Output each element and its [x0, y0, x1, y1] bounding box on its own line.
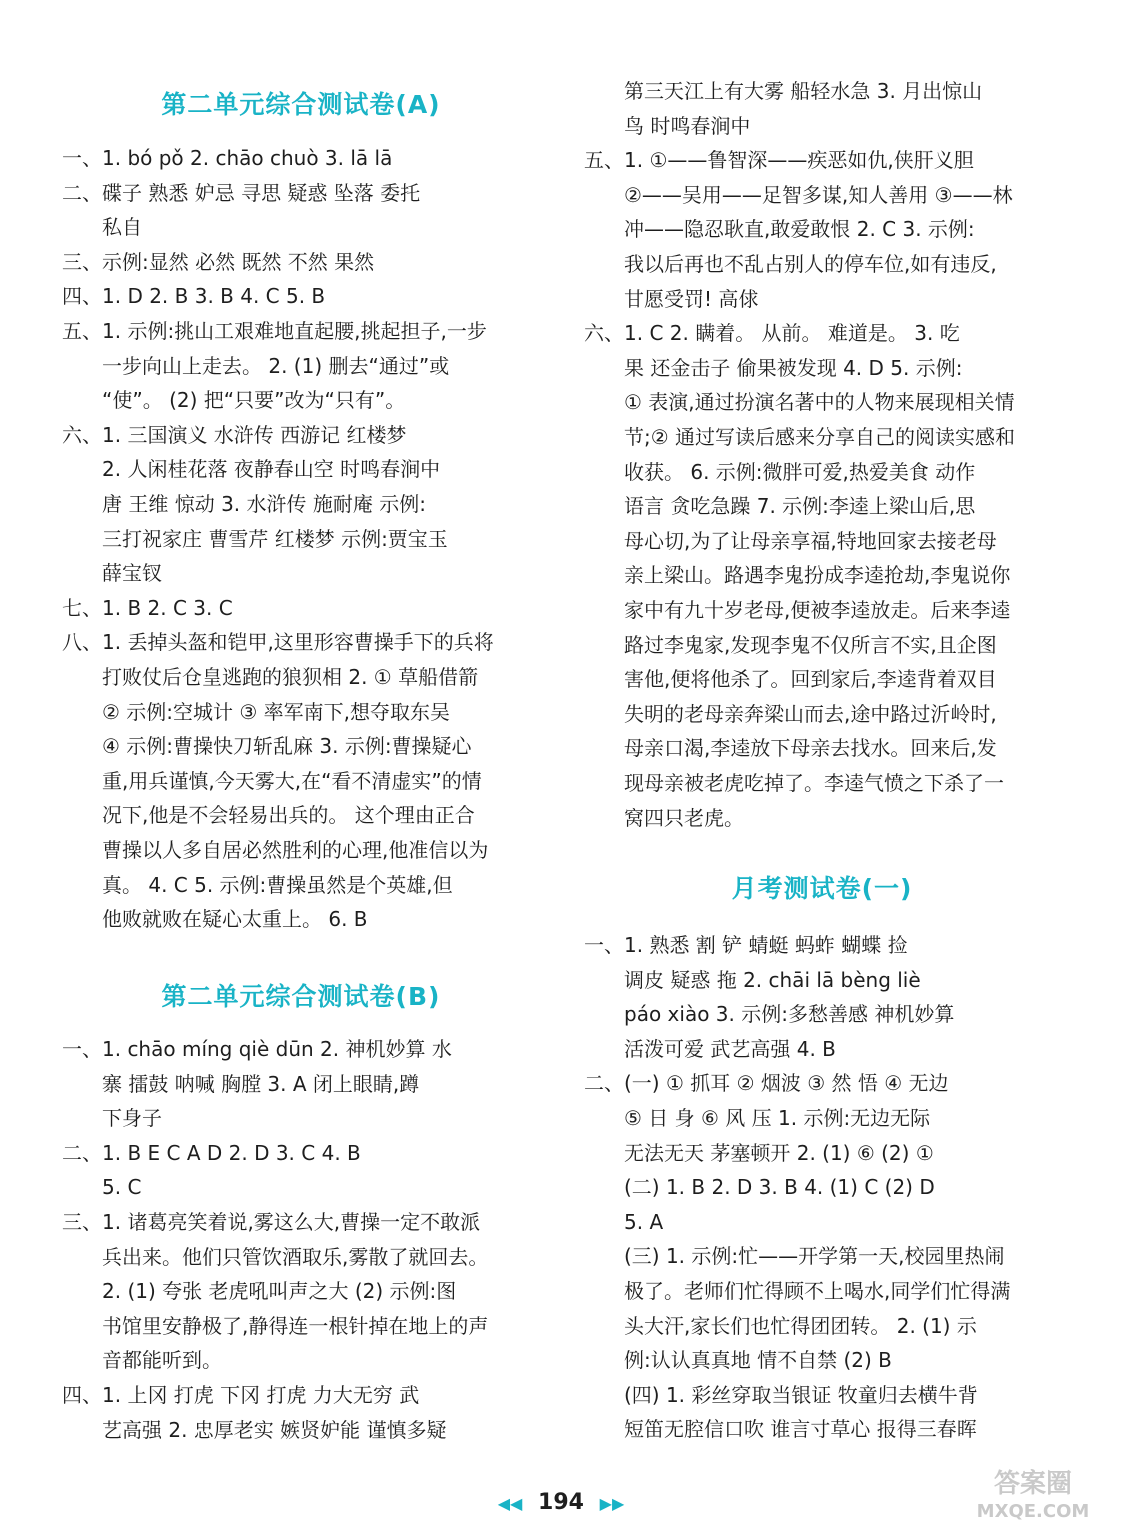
answer-line: 一步向山上走去。 2. (1) 删去“通过”或 [102, 353, 450, 378]
answer-line: ② 示例:空城计 ③ 率军南下,想夺取东吴 [102, 699, 451, 724]
answer-line: 窝四只老虎。 [624, 805, 744, 830]
answer-line: 家中有九十岁老母,便被李逵放走。后来李逵 [624, 598, 1011, 622]
page-footer [0, 1490, 1122, 1515]
answer-line: 路过李鬼家,发现李鬼不仅所言不实,且企图 [624, 632, 997, 657]
answer-line: 二、碟子 熟悉 妒忌 寻思 疑惑 坠落 委托 [62, 180, 421, 205]
answer-line: 害他,便将他杀了。回到家后,李逵背着双目 [624, 667, 997, 692]
answer-line: ① 表演,通过扮演名著中的人物来展现相关情 [624, 390, 1015, 415]
next-arrows-icon: ▶▶ [599, 1494, 625, 1513]
answer-line: ④ 示例:曹操快刀斩乱麻 3. 示例:曹操疑心 [102, 734, 472, 759]
answer-line: 七、1. B 2. C 3. C [62, 595, 233, 620]
watermark-text: 答案圈 [993, 1469, 1072, 1499]
answer-line: 母亲口渴,李逵放下母亲去找水。回来后,发 [624, 736, 997, 761]
answer-line: 5. C [102, 1175, 142, 1200]
answer-line: 第三天江上有大雾 船轻水急 3. 月出惊山 [624, 79, 983, 103]
watermark-logo [958, 1470, 1108, 1530]
answer-line: 五、1. ①——鲁智深——疾恶如仇,侠肝义胆 [584, 148, 974, 173]
page-number: 194 [538, 1490, 584, 1515]
answer-line: “使”。 (2) 把“只要”改为“只有”。 [102, 388, 406, 413]
answer-line: 重,用兵谨慎,今天雾大,在“看不清虚实”的情 [102, 768, 482, 793]
answer-line: 极了。老师们忙得顾不上喝水,同学们忙得满 [624, 1279, 1011, 1303]
answer-line: (四) 1. 彩丝穿取当银证 牧童归去横牛背 [624, 1382, 978, 1407]
answer-line: 一、1. bó pǒ 2. chāo chuò 3. lā lā [62, 146, 393, 170]
answer-line: 打败仗后仓皇逃跑的狼狈相 2. ① 草船借箭 [102, 665, 479, 689]
answer-line: 况下,他是不会轻易出兵的。 这个理由正合 [102, 803, 475, 828]
answer-line: 短笛无腔信口吹 谁言寸草心 报得三春晖 [624, 1417, 977, 1442]
answer-line: 四、1. D 2. B 3. B 4. C 5. B [62, 284, 326, 309]
answer-line: páo xiào 3. 示例:多愁善感 神机妙算 [624, 1002, 955, 1027]
answer-line: 甘愿受罚! 高俅 [624, 286, 759, 311]
answer-line: ⑤ 日 身 ⑥ 风 压 1. 示例:无边无际 [624, 1106, 931, 1130]
prev-arrows-icon: ◀◀ [497, 1494, 523, 1513]
answer-line: 冲——隐忍耿直,敢爱敢恨 2. C 3. 示例: [624, 217, 975, 242]
watermark-url: MXQE.COM [976, 1501, 1090, 1522]
answer-line: 例:认认真真地 情不自禁 (2) B [624, 1348, 892, 1373]
answer-line: 节;② 通过写读后感来分享自己的阅读实感和 [624, 425, 1016, 449]
answer-line: (三) 1. 示例:忙——开学第一天,校园里热闹 [624, 1244, 1005, 1269]
answer-line: 鸟 时鸣春涧中 [624, 113, 751, 138]
answer-line: 薛宝钗 [102, 561, 162, 586]
answer-line: 真。 4. C 5. 示例:曹操虽然是个英雄,但 [102, 872, 453, 897]
answer-line: 亲上梁山。路遇李鬼扮成李逵抢劫,李鬼说你 [624, 563, 1011, 588]
answer-line: 八、1. 丢掉头盔和铠甲,这里形容曹操手下的兵将 [62, 630, 494, 655]
answer-line: 他败就败在疑心太重上。 6. B [102, 907, 368, 932]
answer-line: 唐 王维 惊动 3. 水浒传 施耐庵 示例: [102, 492, 426, 516]
answer-line: 母心切,为了让母亲享福,特地回家去接老母 [624, 528, 997, 553]
answer-line: 失明的老母亲奔梁山而去,途中路过沂岭时, [624, 701, 997, 726]
answer-line: 二、1. B E C A D 2. D 3. C 4. B [62, 1140, 361, 1165]
section-title-unit2-b: 第二单元综合测试卷(B) [161, 982, 441, 1011]
answer-line: 书馆里安静极了,静得连一根针掉在地上的声 [102, 1313, 489, 1338]
answer-line: 寨 擂鼓 呐喊 胸膛 3. A 闭上眼睛,蹲 [102, 1071, 420, 1096]
answer-line: 艺高强 2. 忠厚老实 嫉贤妒能 谨慎多疑 [102, 1417, 447, 1442]
answer-line: 三、1. 诸葛亮笑着说,雾这么大,曹操一定不敢派 [62, 1210, 481, 1234]
answer-line: 私自 [102, 215, 142, 240]
answer-line: 四、1. 上冈 打虎 下冈 打虎 力大无穷 武 [62, 1383, 420, 1407]
answer-line: 无法无天 茅塞顿开 2. (1) ⑥ (2) ① [624, 1140, 934, 1165]
answer-line: 三、示例:显然 必然 既然 不然 果然 [62, 249, 375, 274]
answer-line: ②——吴用——足智多谋,知人善用 ③——林 [624, 182, 1013, 207]
answer-line: 2. 人闲桂花落 夜静春山空 时鸣春涧中 [102, 457, 441, 482]
answer-line: 六、1. 三国演义 水浒传 西游记 红楼梦 [62, 422, 407, 447]
answer-line: 兵出来。他们只管饮酒取乐,雾散了就回去。 [102, 1244, 489, 1269]
answer-line: 现母亲被老虎吃掉了。李逵气愤之下杀了一 [624, 771, 1004, 795]
answer-line: 音都能听到。 [102, 1348, 222, 1373]
answer-line: 2. (1) 夸张 老虎吼叫声之大 (2) 示例:图 [102, 1279, 457, 1304]
answer-line: 我以后再也不乱占别人的停车位,如有违反, [624, 252, 997, 276]
answer-line: (二) 1. B 2. D 3. B 4. (1) C (2) D [624, 1175, 935, 1200]
answer-line: 三打祝家庄 曹雪芹 红楼梦 示例:贾宝玉 [102, 526, 448, 551]
answer-line: 五、1. 示例:挑山工艰难地直起腰,挑起担子,一步 [62, 319, 487, 343]
answer-line: 5. A [624, 1209, 664, 1234]
answer-line: 二、(一) ① 抓耳 ② 烟波 ③ 然 悟 ④ 无边 [584, 1071, 949, 1096]
section-title-unit2-a: 第二单元综合测试卷(A) [161, 90, 441, 119]
answer-line: 一、1. chāo míng qiè dūn 2. 神机妙算 水 [62, 1037, 452, 1061]
section-title-monthly-test-1: 月考测试卷(一) [731, 874, 913, 903]
answer-line: 六、1. C 2. 瞒着。 从前。 难道是。 3. 吃 [584, 321, 960, 346]
answer-line: 一、1. 熟悉 割 铲 蜻蜓 蚂蚱 蝴蝶 捡 [584, 933, 908, 957]
answer-line: 下身子 [102, 1106, 162, 1131]
answer-line: 调皮 疑惑 拖 2. chāi lā bèng liè [624, 967, 921, 992]
answer-line: 曹操以人多自居必然胜利的心理,他准信以为 [102, 838, 489, 862]
answer-line: 活泼可爱 武艺高强 4. B [624, 1036, 836, 1061]
answer-line: 语言 贪吃急躁 7. 示例:李逵上梁山后,思 [624, 494, 976, 519]
answer-line: 果 还金击子 偷果被发现 4. D 5. 示例: [624, 355, 963, 380]
answer-line: 头大汗,家长们也忙得团团转。 2. (1) 示 [624, 1313, 977, 1338]
answer-line: 收获。 6. 示例:微胖可爱,热爱美食 动作 [624, 459, 976, 484]
